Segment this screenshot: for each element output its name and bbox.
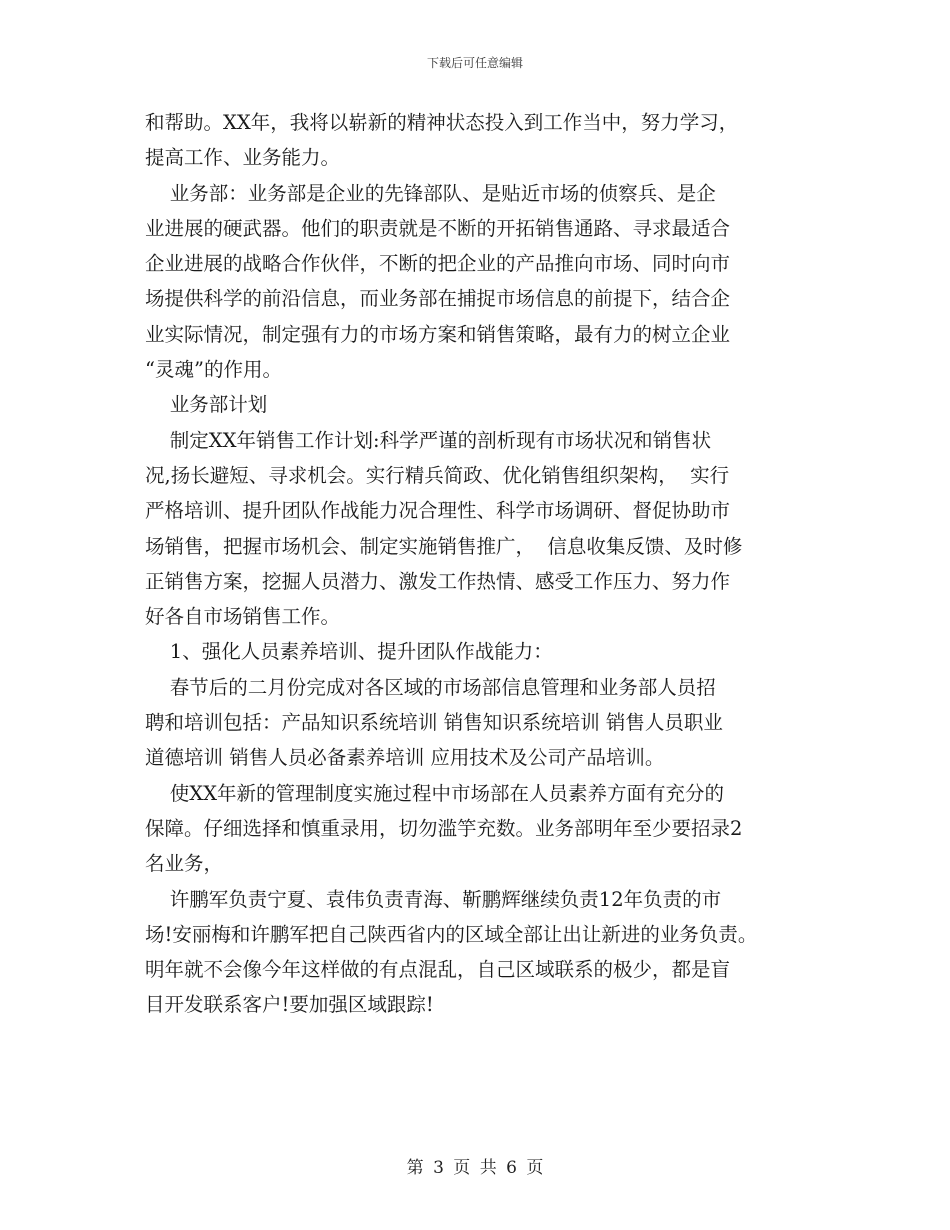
paragraph-7: 使XX年新的管理制度实施过程中市场部在人员素养方面有充分的 保障。仔细选择和慎重录用，切勿滥竽充数。业务部明年至少要招录2 名业务， — [145, 781, 743, 876]
paragraph-3-heading: 业务部计划 — [145, 393, 268, 417]
document-body — [145, 105, 825, 1023]
paragraph-8: 许鹏军负责宁夏、袁伟负责青海、靳鹏辉继续负责12年负责的市 场!安丽梅和许鹏军把自己陕西省内的区域全部让出让新进的业务负责。 明年就不会像今年这样做的有点混乱，自己区域联系的极少，都是盲 目开发联系客户!要加强区域跟踪! — [145, 887, 758, 1017]
paragraph-1: 和帮助。XX年，我将以崭新的精神状态投入到工作当中，努力学习， 提高工作、业务能力。 — [145, 111, 739, 170]
paragraph-2: 业务部：业务部是企业的先锋部队、是贴近市场的侦察兵、是企 业进展的硬武器。他们的职责就是不断的开拓销售通路、寻求最适合 企业进展的战略合作伙伴，不断的把企业的产品推向市场、同时向市 场提供科学的前沿信息，而业务部在捕捉市场信息的前提下，结合企 业实际情况，制定强有力的市场方案和销售策略，最有力的树立企业 “灵魂”的作用。 — [145, 181, 731, 382]
page-header: 下载后可任意编辑 — [426, 56, 523, 70]
page-footer: 第 3 页 共 6 页 — [406, 1158, 544, 1178]
paragraph-6: 春节后的二月份完成对各区域的市场部信息管理和业务部人员招 聘和培训包括：产品知识系统培训 销售知识系统培训 销售人员职业 道德培训 销售人员必备素养培训 应用技术及公司产品培训。 — [145, 675, 723, 770]
paragraph-4: 制定XX年销售工作计划:科学严谨的剖析现有市场状况和销售状 况,扬长避短、寻求机会。实行精兵简政、优化销售组织架构， 实行 严格培训、提升团队作战能力况合理性、科学市场调研、督促协助市 场销售，把握市场机会、制定实施销售推广， 信息收集反馈、及时修 正销售方案，挖掘人员潜力、激发工作热情、感受工作压力、努力作 好各自市场销售工作。 — [145, 428, 743, 629]
paragraph-5-heading: 1、强化人员素养培训、提升团队作战能力： — [145, 640, 553, 664]
